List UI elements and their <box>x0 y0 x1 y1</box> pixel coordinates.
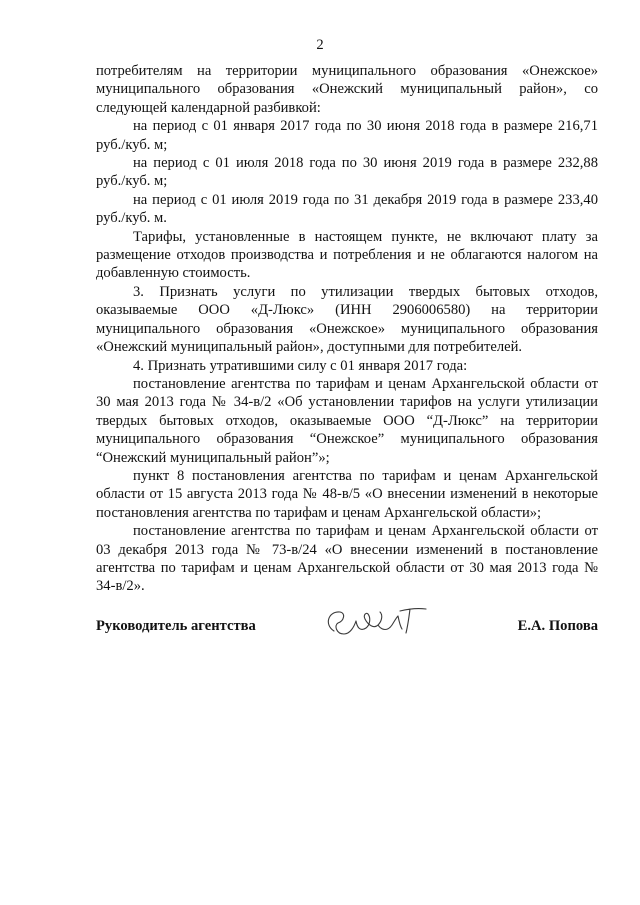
paragraph-item-4: 4. Признать утратившими силу с 01 января 2017 года: <box>133 357 468 374</box>
paragraph-period-2019: на период с 01 июля 2019 года по 31 декабря 2019 года в размере 233,40 руб./куб. м. <box>96 191 598 227</box>
signatory-name: Е.А. Попова <box>517 618 598 634</box>
paragraph-period-2017: на период с 01 января 2017 года по 30 июня 2018 года в размере 216,71 руб./куб. м; <box>96 118 598 153</box>
paragraph-repealed-act-2: пункт 8 постановления агентства по тарифам и ценам Архангельской области от 15 августа 2013 года № 48-в/5 «О внесении изменений в некоторые постановления агентства по тарифам и ценам Архангельской области»; <box>96 467 598 521</box>
paragraph-repealed-act-1: постановление агентства по тарифам и ценам Архангельской области от 30 мая 2013 года № 34-в/2 «Об установлении тарифов на услуги утилизации твердых бытовых отходов, оказываемые ООО “Д-Люкс” на территории муниципального образования “Онежское” муниципального образования “Онежский муниципальный район”»; <box>96 375 598 466</box>
paragraph-continuation: потребителям на территории муниципального образования «Онежское» муниципального образования «Онежский муниципальный район», со следующей календарной разбивкой: <box>96 63 598 116</box>
paragraph-item-3: 3. Признать услуги по утилизации твердых бытовых отходов, оказываемые ООО «Д-Люкс» (ИНН 2906006580) на территории муниципального образования «Онежское» муниципального образования «Онежский муниципальный район», доступными для потребителей. <box>96 283 598 356</box>
page-number: 2 <box>316 37 324 53</box>
document-body <box>96 62 598 596</box>
paragraph-tariff-note: Тарифы, установленные в настоящем пункте, не включают плату за размещение отходов производства и потребления и не облагаются налогом на добавленную стоимость. <box>96 228 598 282</box>
paragraph-period-2018: на период с 01 июля 2018 года по 30 июня 2019 года в размере 232,88 руб./куб. м; <box>96 155 598 190</box>
signature-row <box>96 617 598 641</box>
paragraph-repealed-act-3: постановление агентства по тарифам и ценам Архангельской области от 03 декабря 2013 года № 73-в/24 «О внесении изменений в постановление агентства по тарифам и ценам Архангельской области от 30 мая 2013 года № 34-в/2». <box>96 523 598 595</box>
signatory-title: Руководитель агентства <box>96 618 256 634</box>
